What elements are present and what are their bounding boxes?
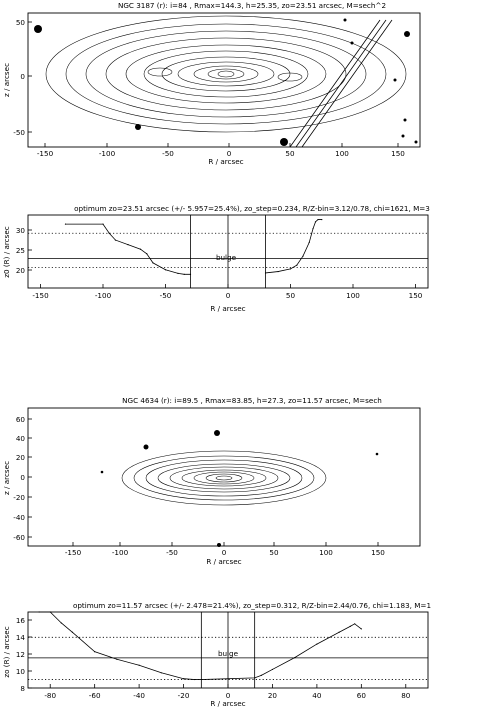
xtick-label-0: -80: [44, 691, 57, 700]
p1-xtick-2: -50: [162, 149, 174, 158]
p3-xlabel: R / arcsec: [206, 557, 242, 566]
p4-ylabel: zo (R) / arcsec: [2, 626, 11, 678]
xtick-label-4: 0: [225, 691, 231, 700]
p3-ytick-4: -20: [13, 493, 25, 502]
p4-ytick-2: 12: [15, 650, 25, 659]
profile-point: [190, 274, 191, 275]
panel4-title: optimum zo=11.57 arcsec (+/- 2.478=21.4%), zo_step=0.312, R/Z-bin=2.44/0.76, chi=1.183, M=1: [72, 601, 432, 610]
profile-point: [177, 273, 178, 274]
profile-point: [277, 271, 278, 272]
profile-point: [361, 628, 362, 629]
profile-point: [140, 249, 141, 250]
p4-bulge-label: bulge: [217, 649, 239, 658]
p3-ytick-0: 60: [15, 415, 25, 424]
p4-ytick-1: 14: [15, 633, 25, 642]
profile-point: [201, 679, 202, 680]
profile-point: [315, 221, 316, 222]
xtick-label-2: -40: [133, 691, 145, 700]
profile-point: [102, 224, 103, 225]
p2-xlabel: R / arcsec: [210, 304, 246, 313]
profile-point: [290, 268, 291, 269]
p2-x-ticks: [32, 284, 422, 300]
profile-point: [65, 224, 66, 225]
panel2-title: optimum zo=23.51 arcsec (+/- 5.957=25.4%), zo_step=0.234, R/Z-bin=3.12/0.78, chi=1621, M=3: [74, 204, 430, 213]
p1-ytick-2: -50: [13, 128, 25, 137]
p2-reference-lines: [28, 215, 428, 288]
panel3-title: NGC 4634 (r): i=89.5 , Rmax=83.85, h=27.3, zo=11.57 arcsec, M=sech: [122, 396, 382, 405]
xtick-label-5: 20: [267, 691, 278, 700]
p3-xtick-5: 100: [319, 548, 333, 557]
p2-bulge-label: bulge: [215, 253, 237, 262]
profile-point: [312, 228, 313, 229]
xtick-label-8: 80: [401, 691, 411, 700]
profile-point: [161, 672, 162, 673]
p4-xlabel: R / arcsec: [210, 699, 246, 708]
profile-segment-0: [66, 224, 191, 274]
profile-point: [261, 675, 262, 676]
p1-xtick-5: 100: [335, 149, 349, 158]
p3-xtick-4: 50: [269, 548, 279, 557]
p1-ytick-0: 50: [15, 18, 25, 27]
p3-ytick-6: -60: [13, 533, 25, 542]
profile-point: [254, 677, 255, 678]
p2-profile-curve: [65, 219, 322, 275]
p3-xtick-6: 150: [371, 548, 385, 557]
profile-point: [94, 651, 95, 652]
profile-point: [272, 669, 273, 670]
xtick-label-7: 60: [356, 691, 366, 700]
p3-ytick-2: 20: [15, 453, 25, 462]
galaxy-contours-ngc4634: [122, 451, 326, 505]
profile-point: [116, 659, 117, 660]
p2-ytick-1: 25: [15, 246, 25, 255]
xtick-label-2: -50: [159, 291, 172, 300]
profile-point: [309, 242, 310, 243]
profile-point: [316, 643, 317, 644]
profile-segment-0: [39, 612, 361, 680]
p2-ytick-0: 30: [15, 226, 25, 235]
xtick-label-1: -60: [88, 691, 101, 700]
p2-ylabel: z0 (R) / arcsec: [2, 226, 11, 278]
panel1-title: NGC 3187 (r): i=84 , Rmax=144.3, h=25.35, zo=23.51 arcsec, M=sech^2: [117, 1, 387, 10]
p3-ytick-5: -40: [13, 513, 25, 522]
profile-point: [109, 233, 110, 234]
p1-xtick-1: -100: [98, 149, 116, 158]
p1-xtick-4: 50: [285, 149, 295, 158]
xtick-label-6: 40: [312, 691, 322, 700]
profile-point: [165, 269, 166, 270]
p3-xtick-3: 0: [221, 548, 227, 557]
p1-xtick-0: -150: [36, 149, 54, 158]
panel-ngc4634-contour: [2, 396, 420, 566]
p4-ytick-4: 8: [20, 684, 25, 693]
profile-point: [115, 239, 116, 240]
profile-point: [127, 244, 128, 245]
panel-ngc4634-profile: [2, 601, 431, 708]
p3-xtick-2: -50: [166, 548, 178, 557]
xtick-label-1: -100: [94, 291, 112, 300]
p3-xtick-0: -150: [64, 548, 82, 557]
galaxy-contours-ngc3187: [46, 16, 406, 132]
p4-ytick-0: 16: [15, 616, 25, 625]
profile-point: [183, 678, 184, 679]
profile-point: [321, 219, 322, 220]
p4-profile-curve: [39, 611, 362, 680]
p1-xlabel: R / arcsec: [208, 157, 244, 166]
profile-point: [194, 679, 195, 680]
p4-ytick-3: 10: [15, 667, 25, 676]
profile-point: [146, 253, 147, 254]
profile-point: [61, 622, 62, 623]
profile-point: [302, 255, 303, 256]
xtick-label-3: -20: [177, 691, 190, 700]
p3-ytick-1: 40: [15, 434, 25, 443]
profile-point: [350, 626, 351, 627]
profile-point: [317, 219, 318, 220]
profile-point: [184, 274, 185, 275]
p1-xtick-3: 0: [226, 149, 232, 158]
profile-point: [152, 262, 153, 263]
p1-xtick-6: 150: [391, 149, 405, 158]
p3-ylabel: z / arcsec: [2, 460, 11, 496]
xtick-label-6: 150: [408, 291, 423, 300]
p1-ytick-1: 0: [20, 72, 25, 81]
p3-xtick-1: -100: [111, 548, 129, 557]
panel-ngc3187-profile: [2, 204, 430, 313]
profile-point: [72, 632, 73, 633]
profile-point: [265, 272, 266, 273]
profile-point: [139, 665, 140, 666]
profile-point: [339, 632, 340, 633]
profile-point: [354, 623, 355, 624]
profile-point: [294, 657, 295, 658]
xtick-label-3: 0: [225, 291, 231, 300]
p4-x-ticks: [44, 684, 410, 700]
xtick-label-5: 100: [346, 291, 360, 300]
xtick-label-0: -150: [32, 291, 49, 300]
p1-ylabel: z / arcsec: [2, 62, 11, 98]
p2-ytick-2: 20: [15, 266, 25, 275]
panel-ngc3187-contour: [2, 1, 420, 166]
profile-point: [50, 611, 51, 612]
profile-point: [296, 265, 297, 266]
profile-point: [39, 611, 40, 612]
p3-ytick-3: 0: [20, 473, 25, 482]
xtick-label-4: 50: [285, 291, 296, 300]
profile-segment-1: [266, 220, 322, 273]
